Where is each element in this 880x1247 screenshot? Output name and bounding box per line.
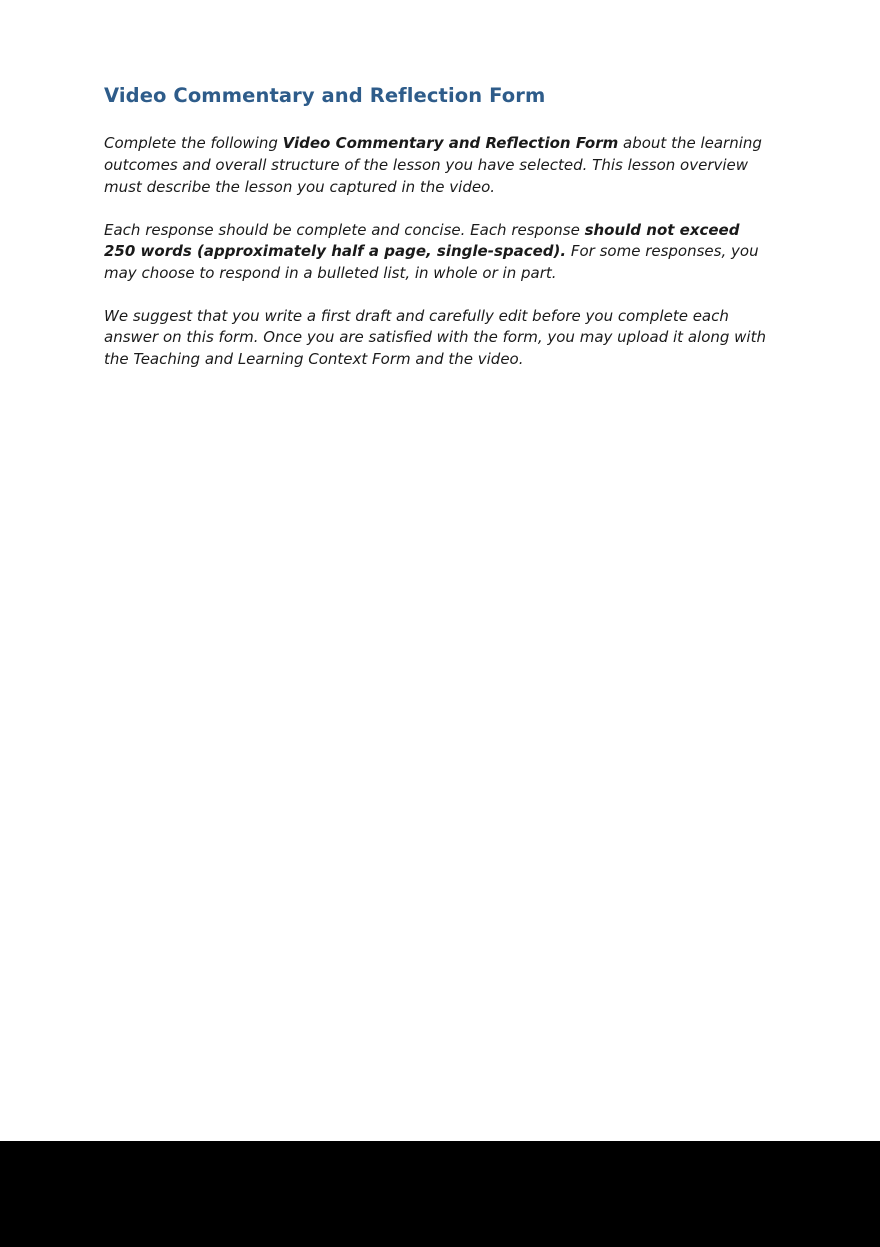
emphasis-run: should not exceed 250 words (approximately half a page, single-spaced).: [104, 220, 740, 261]
text-run: Complete the following: [104, 134, 283, 153]
document-body: [104, 84, 776, 371]
footer-band: [0, 1141, 880, 1247]
text-run: We suggest that you write a first draft and carefully edit before you complete each answer on this form. Once you are satisfied with the form, you may upload it along with the Teaching and Learning Context Form and the video.: [104, 306, 766, 369]
paragraph-intro: [104, 133, 772, 198]
emphasis-run: Video Commentary and Reflection Form: [282, 134, 619, 153]
paragraph-drafting-advice: [104, 306, 769, 371]
page-title: Video Commentary and Reflection Form: [104, 84, 546, 107]
text-run: For some responses, you may choose to respond in a bulleted list, in whole or in part.: [104, 242, 759, 282]
text-run: about the learning outcomes and overall structure of the lesson you have selected. This lesson overview must describe the lesson you captured in the video.: [104, 134, 762, 196]
text-run: Each response should be complete and concise. Each response: [104, 220, 585, 239]
paragraph-response-length: [104, 220, 774, 285]
